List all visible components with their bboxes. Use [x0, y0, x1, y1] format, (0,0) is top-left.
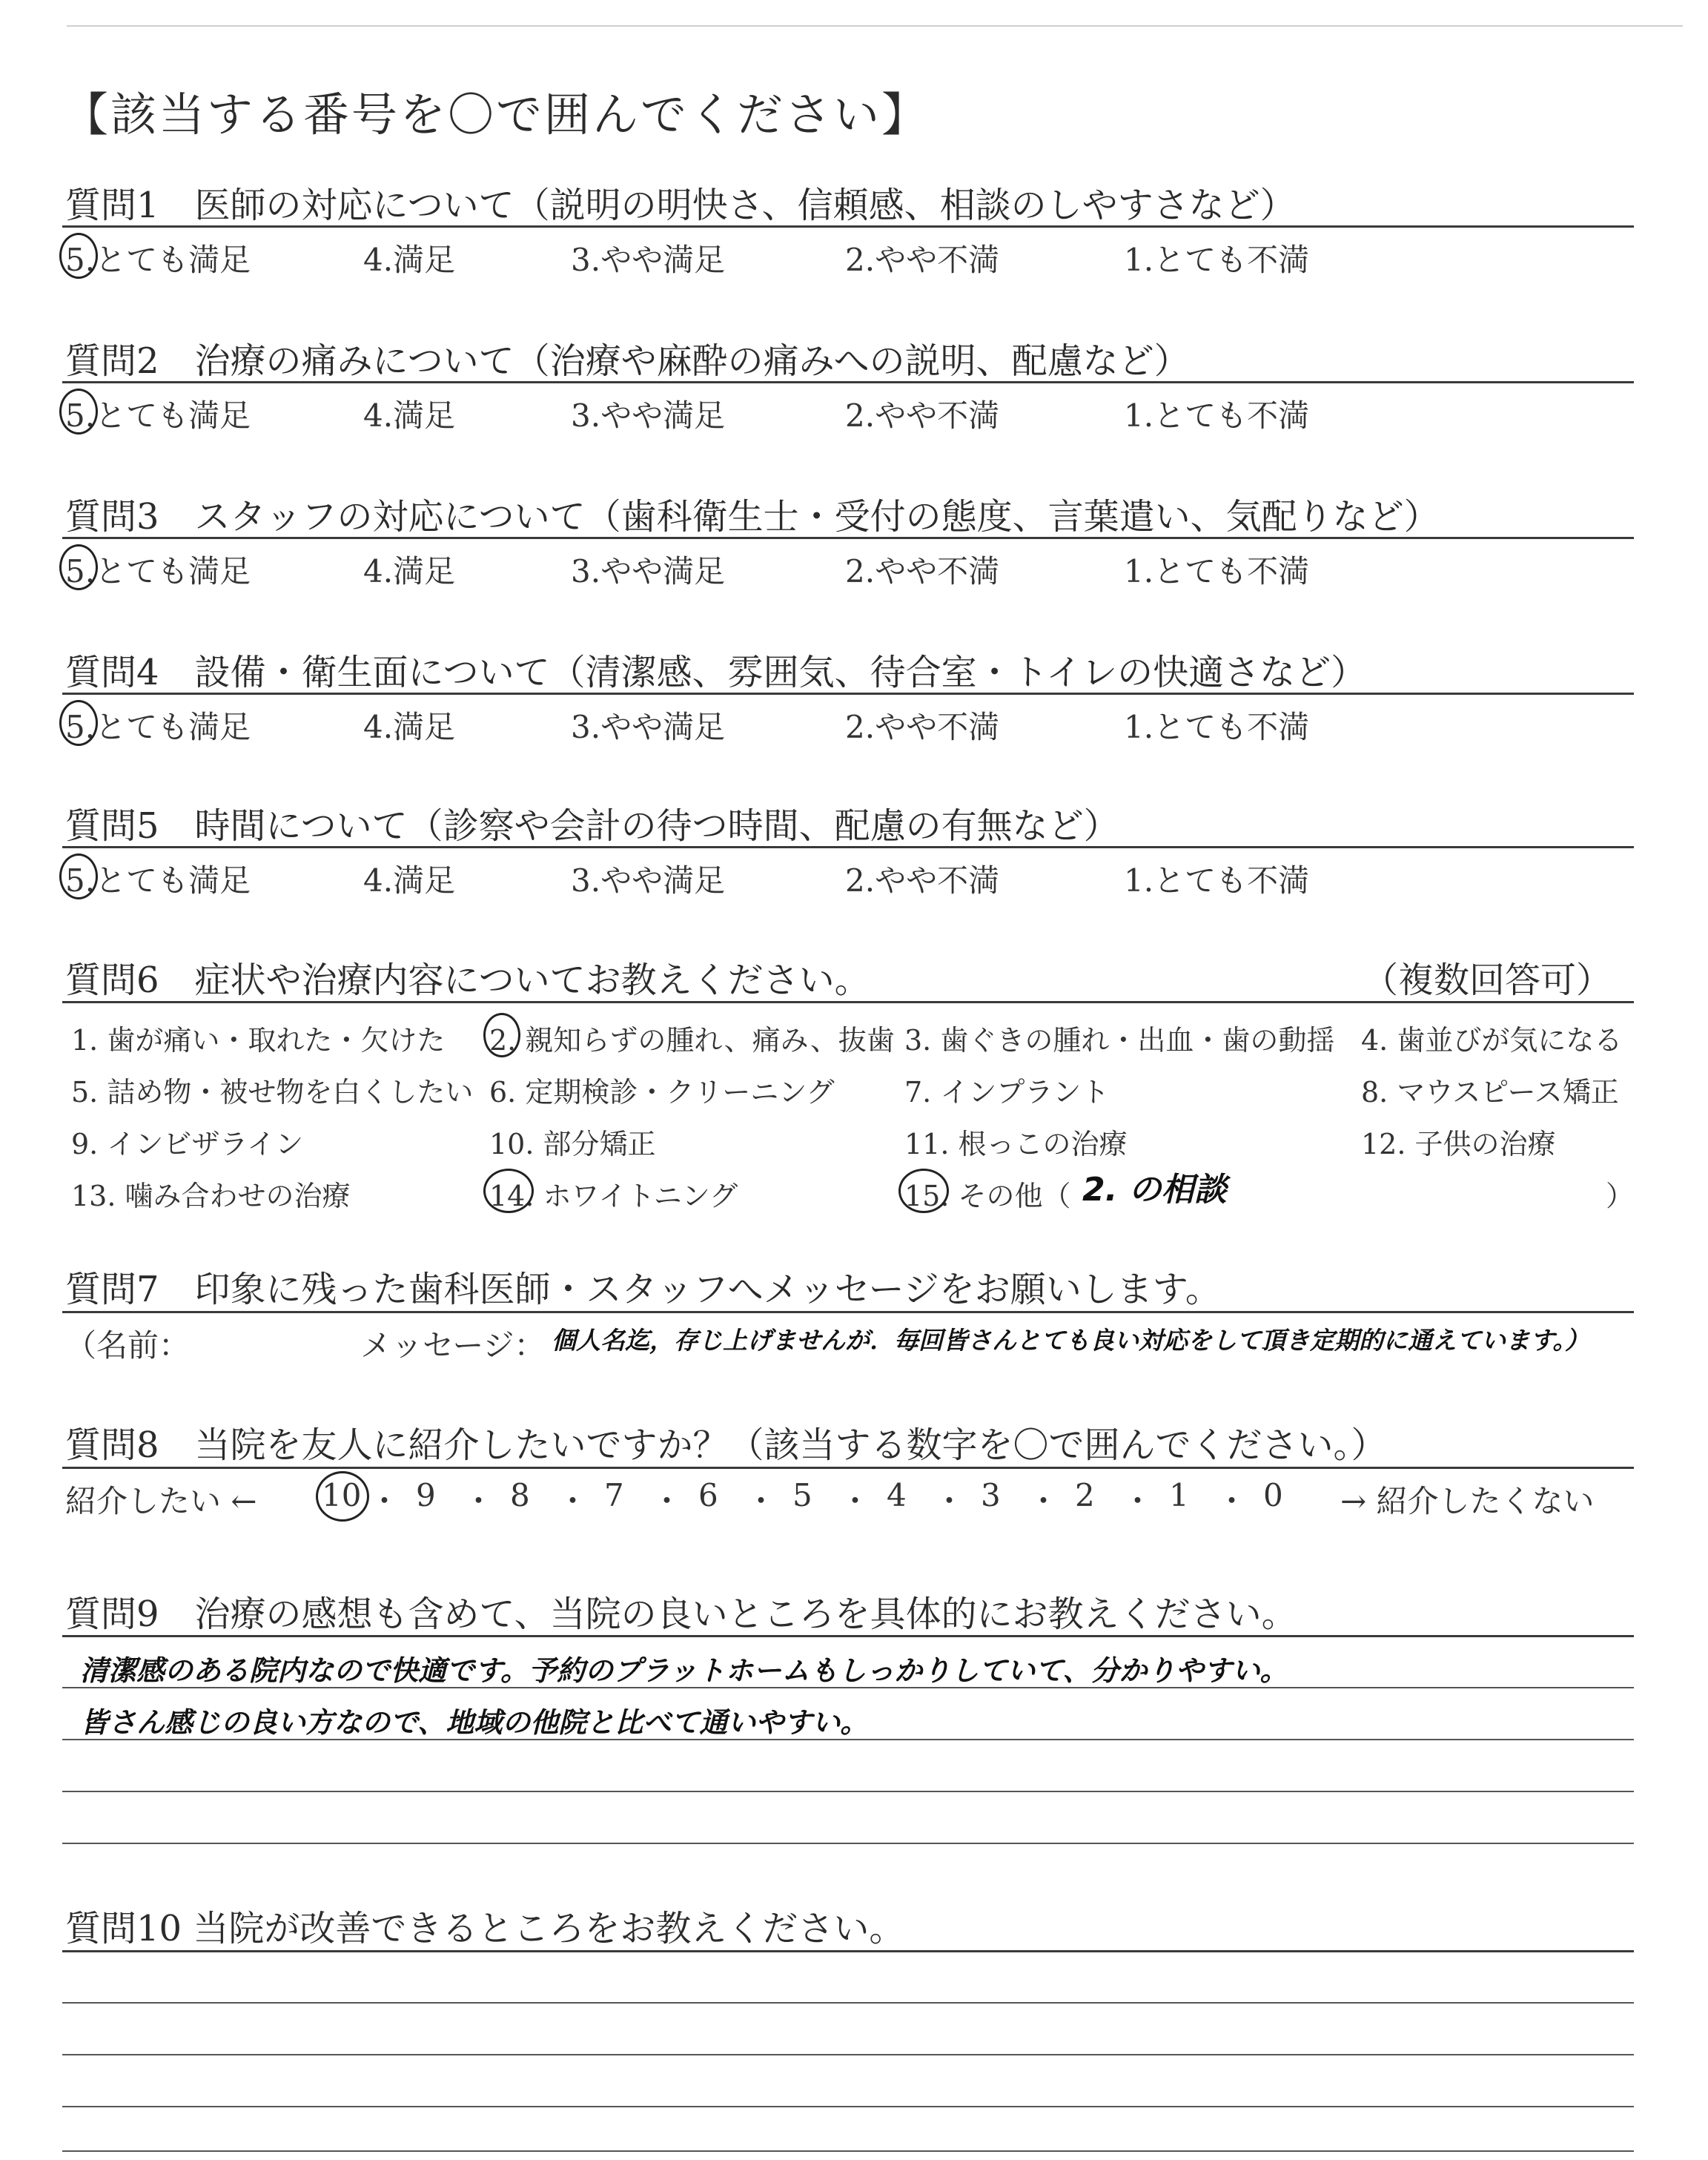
q5-option-3[interactable]: 3.やや満足	[571, 862, 726, 899]
q8-scale-dot: ・	[1216, 1483, 1248, 1519]
q8-scale-dot: ・	[1122, 1483, 1153, 1519]
q6-option-15[interactable]: 15. その他（	[904, 1180, 1071, 1212]
q10-title: 質問10 当院が改善できるところをお教えください。	[65, 1908, 905, 1949]
q8-scale-5[interactable]: 5	[792, 1477, 812, 1513]
q2-option-1[interactable]: 1.とても不満	[1124, 397, 1310, 434]
q8-scale-10[interactable]: 10	[322, 1477, 362, 1513]
q9-rule-1	[62, 1635, 1634, 1637]
q1-title: 質問1 医師の対応について（説明の明快さ、信頼感、相談のしやすさなど）	[65, 185, 1296, 226]
q2-selection-circle	[59, 389, 98, 435]
q4-option-3[interactable]: 3.やや満足	[571, 709, 726, 745]
q8-scale-7[interactable]: 7	[604, 1477, 624, 1513]
q8-scale-8[interactable]: 8	[510, 1477, 530, 1513]
q6-selection-circle-15	[898, 1169, 949, 1213]
q8-title: 質問8 当院を友人に紹介したいですか？（該当する数字を〇で囲んでください。）	[65, 1424, 1387, 1466]
q3-option-4[interactable]: 4.満足	[363, 553, 456, 589]
q3-rule	[62, 537, 1634, 539]
q6-other-text[interactable]: 2. の相談	[1082, 1171, 1227, 1209]
q8-scale-9[interactable]: 9	[416, 1477, 436, 1513]
q1-option-5[interactable]: 5.とても満足	[65, 242, 251, 278]
q7-message-text[interactable]: 個人名迄，存じ上げませんが．毎回皆さんとても良い対応をして頂き定期的に通えています。）	[552, 1326, 1589, 1355]
q6-option-13[interactable]: 13. 噛み合わせの治療	[71, 1180, 351, 1212]
q8-scale-2[interactable]: 2	[1075, 1477, 1095, 1513]
q3-option-1[interactable]: 1.とても不満	[1124, 553, 1310, 589]
q6-note: （複数回答可）	[1363, 960, 1612, 1001]
q4-selection-circle	[59, 700, 98, 746]
q8-scale-1[interactable]: 1	[1169, 1477, 1189, 1513]
q8-left-label: 紹介したい ←	[65, 1483, 257, 1519]
q8-scale-dot: ・	[368, 1483, 400, 1519]
q7-name-label: （名前：	[65, 1327, 191, 1364]
q8-scale-dot: ・	[745, 1483, 777, 1519]
q8-scale-dot: ・	[557, 1483, 589, 1519]
q1-option-1[interactable]: 1.とても不満	[1124, 242, 1310, 278]
q1-option-4[interactable]: 4.満足	[363, 242, 456, 278]
q6-option-4[interactable]: 4. 歯並びが気になる	[1361, 1024, 1623, 1057]
q6-option-1[interactable]: 1. 歯が痛い・取れた・欠けた	[71, 1024, 446, 1057]
q10-rule-3	[62, 2054, 1634, 2055]
q8-scale-dot: ・	[463, 1483, 494, 1519]
q4-option-5[interactable]: 5.とても満足	[65, 709, 251, 745]
q9-rule-4	[62, 1791, 1634, 1792]
q6-selection-circle-14	[483, 1169, 534, 1213]
q5-option-1[interactable]: 1.とても不満	[1124, 862, 1310, 899]
q6-option-6[interactable]: 6. 定期検診・クリーニング	[489, 1076, 835, 1109]
q4-title: 質問4 設備・衛生面について（清潔感、雰囲気、待合室・トイレの快適さなど）	[65, 652, 1367, 693]
scan-top-edge	[67, 25, 1683, 27]
q4-option-4[interactable]: 4.満足	[363, 709, 456, 745]
q6-option-10[interactable]: 10. 部分矯正	[489, 1128, 656, 1160]
q8-scale-4[interactable]: 4	[887, 1477, 907, 1513]
q6-selection-circle-2	[483, 1013, 520, 1057]
q10-rule-5	[62, 2150, 1634, 2152]
q1-option-3[interactable]: 3.やや満足	[571, 242, 726, 278]
q6-title: 質問6 症状や治療内容についてお教えください。	[65, 960, 870, 1001]
q6-rule	[62, 1001, 1634, 1003]
q6-option-5[interactable]: 5. 詰め物・被せ物を白くしたい	[71, 1076, 474, 1109]
q2-option-4[interactable]: 4.満足	[363, 397, 456, 434]
q8-scale-dot: ・	[651, 1483, 683, 1519]
q5-option-2[interactable]: 2.やや不満	[845, 862, 1000, 899]
q7-rule	[62, 1311, 1634, 1313]
q8-rule	[62, 1467, 1634, 1469]
q8-selection-circle	[316, 1471, 369, 1522]
q9-title: 質問9 治療の感想も含めて、当院の良いところを具体的にお教えください。	[65, 1593, 1297, 1635]
q8-scale-3[interactable]: 3	[981, 1477, 1001, 1513]
q1-selection-circle	[59, 233, 98, 279]
q9-answer-line-2[interactable]: 皆さん感じの良い方なので、地域の他院と比べて通いやすい。	[80, 1706, 869, 1739]
q3-selection-circle	[59, 544, 98, 590]
q2-rule	[62, 381, 1634, 383]
q3-option-5[interactable]: 5.とても満足	[65, 553, 251, 589]
q5-selection-circle	[59, 853, 98, 899]
q6-other-close-paren: ）	[1606, 1180, 1635, 1212]
q1-rule	[62, 225, 1634, 228]
q3-option-3[interactable]: 3.やや満足	[571, 553, 726, 589]
q2-option-2[interactable]: 2.やや不満	[845, 397, 1000, 434]
page-title: 【該当する番号を〇で囲んでください】	[62, 87, 930, 142]
q6-option-9[interactable]: 9. インビザライン	[71, 1128, 304, 1160]
q9-rule-5	[62, 1843, 1634, 1844]
q7-message-label: メッセージ：	[360, 1327, 546, 1364]
q3-title: 質問3 スタッフの対応について（歯科衛生士・受付の態度、言葉遣い、気配りなど）	[65, 496, 1440, 538]
q6-option-14[interactable]: 14. ホワイトニング	[489, 1180, 738, 1212]
q7-title: 質問7 印象に残った歯科医師・スタッフへメッセージをお願いします。	[65, 1269, 1221, 1310]
q6-option-2[interactable]: 2. 親知らずの腫れ、痛み、抜歯	[489, 1024, 895, 1057]
q8-right-label: → 紹介したくない	[1340, 1483, 1595, 1519]
q3-option-2[interactable]: 2.やや不満	[845, 553, 1000, 589]
q5-rule	[62, 846, 1634, 848]
q4-option-2[interactable]: 2.やや不満	[845, 709, 1000, 745]
q8-scale-6[interactable]: 6	[698, 1477, 718, 1513]
q4-rule	[62, 693, 1634, 695]
q6-option-12[interactable]: 12. 子供の治療	[1361, 1128, 1556, 1160]
q5-title: 質問5 時間について（診察や会計の待つ時間、配慮の有無など）	[65, 805, 1119, 847]
q8-scale-dot: ・	[1027, 1483, 1059, 1519]
q9-answer-line-1[interactable]: 清潔感のある院内なので快適です。予約のプラットホームもしっかりしていて、分かりやすい。	[80, 1654, 1288, 1687]
q8-scale-dot: ・	[839, 1483, 871, 1519]
q10-rule-2	[62, 2002, 1634, 2004]
q2-title: 質問2 治療の痛みについて（治療や麻酔の痛みへの説明、配慮など）	[65, 340, 1190, 382]
q5-option-4[interactable]: 4.満足	[363, 862, 456, 899]
q4-option-1[interactable]: 1.とても不満	[1124, 709, 1310, 745]
q2-option-3[interactable]: 3.やや満足	[571, 397, 726, 434]
q6-option-7[interactable]: 7. インプラント	[904, 1076, 1110, 1109]
q2-option-5[interactable]: 5.とても満足	[65, 397, 251, 434]
q6-option-3[interactable]: 3. 歯ぐきの腫れ・出血・歯の動揺	[904, 1024, 1335, 1057]
q6-option-8[interactable]: 8. マウスピース矯正	[1361, 1076, 1619, 1109]
q6-option-11[interactable]: 11. 根っこの治療	[904, 1128, 1128, 1160]
q8-scale-dot: ・	[933, 1483, 965, 1519]
q8-scale-0[interactable]: 0	[1263, 1477, 1283, 1513]
q10-rule-1	[62, 1950, 1634, 1952]
q10-rule-4	[62, 2106, 1634, 2107]
q5-option-5[interactable]: 5.とても満足	[65, 862, 251, 899]
q1-option-2[interactable]: 2.やや不満	[845, 242, 1000, 278]
